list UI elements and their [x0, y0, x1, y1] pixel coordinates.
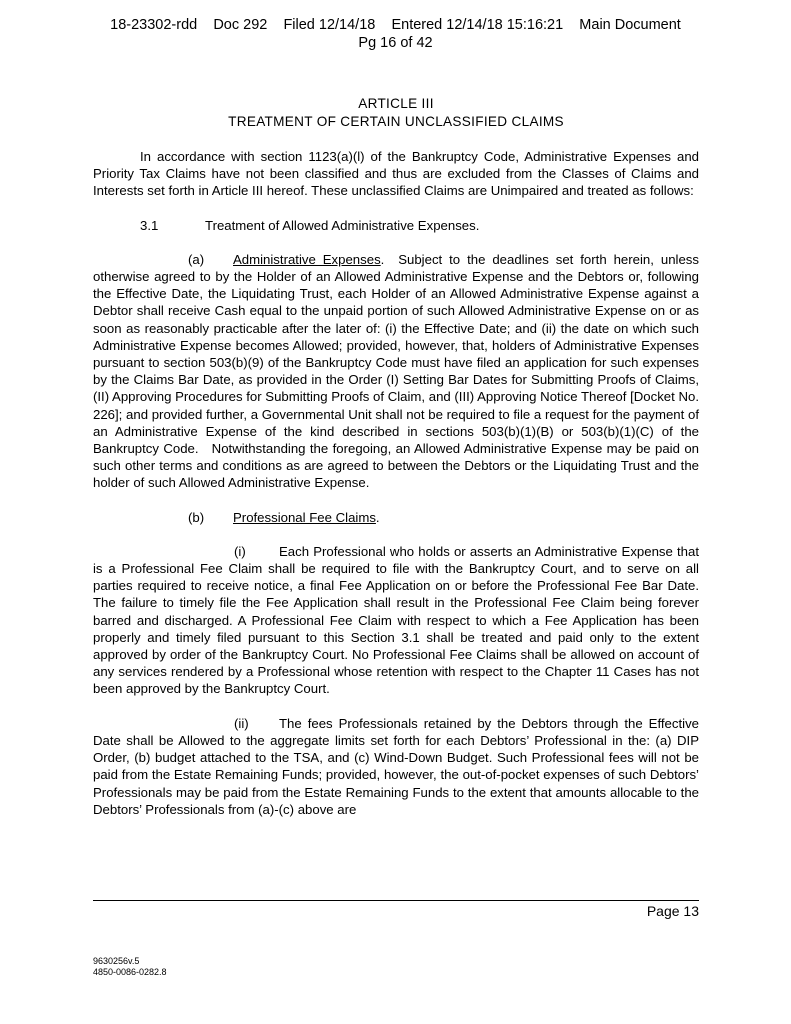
doc-id-2: 4850-0086-0282.8 [93, 967, 167, 977]
subsection-b-punct: . [375, 509, 380, 525]
subsection-b-heading [93, 509, 699, 526]
article-number: ARTICLE III [358, 96, 434, 111]
paragraph-ii [93, 715, 699, 818]
intro-paragraph: In accordance with section 1123(a)(l) of the Bankruptcy Code, Administrative Expenses and Priority Tax Claims have not been classified and thus are excluded from the Classes of Claims and Interests set forth in Article III hereof. These unclassified Claims are Unimpaired and treated as follows: [93, 149, 699, 199]
paragraph-a-text: Subject to the deadlines set forth herein, unless otherwise agreed to by the Holder of an Allowed Administrative Expense and the Debtors or, following the Effective Date, the Liquidating Trust, each Holder of an Allowed Administrative Expense against a Debtor shall receive Cash equal to the unpaid portion of such Allowed Administrative Expense on or as soon as reasonably practicable after the later of: (i) the Effective Date; and (ii) the date on which such Administrative Expense becomes Allowed; provided, however, that, holders of Administrative Expenses pursuant to section 503(b)(9) of the Bankruptcy Code must have filed an application for such expenses by the Claims Bar Date, as provided in the Order (I) Setting Bar Dates for Submitting Proofs of Claims, (II) Approving Procedures for Submitting Proofs of Claim, and (III) Approving Notice Thereof [Docket No. 226]; and provided further, a Governmental Unit shall not be required to file a request for the payment of an Administrative Expense of the kind described in sections 503(b)(1)(B) or 503(b)(1)(C) of the Bankruptcy Code. Notwithstanding the foregoing, an Allowed Administrative Expense may be paid on such other terms and conditions as are agreed to between the Debtors or the Liquidating Trust and the holder of such Allowed Administrative Expense. [93, 251, 703, 491]
paragraph-i-label: (i) [234, 543, 246, 559]
paragraph-i [93, 543, 699, 698]
paragraph-ii-label: (ii) [234, 715, 249, 731]
filing-info-line: 18-23302-rdd Doc 292 Filed 12/14/18 Entered 12/14/18 15:16:21 Main Document [110, 17, 681, 33]
doc-id-1: 9630256v.5 [93, 956, 140, 966]
paragraph-a [93, 251, 703, 492]
filing-page-count: Pg 16 of 42 [358, 35, 433, 51]
paragraph-a-label: (a) [188, 251, 205, 267]
paragraph-ii-text: The fees Professionals retained by the Debtors through the Effective Date shall be Allowed to the aggregate limits set forth for each Debtors’ Professional in the: (a) DIP Order, (b) budget attached to the TSA, and (c) Wind-Down Budget. Such Professional fees will not be paid from the Estate Remaining Funds; provided, however, the out-of-pocket expenses of such Debtors’ Professionals may be paid from the Estate Remaining Funds to the extent that amounts allocable to the Debtors’ Professionals from (a)-(c) above are [93, 715, 699, 817]
paragraph-a-heading: Administrative Expenses [233, 251, 381, 267]
footer-divider [93, 900, 699, 901]
subsection-b-label: (b) [188, 509, 205, 525]
document-ids [93, 956, 167, 978]
page-number: Page 13 [646, 903, 699, 919]
document-body [93, 95, 703, 818]
court-filing-header [0, 16, 791, 52]
section-title: Treatment of Allowed Administrative Expenses. [205, 217, 480, 233]
subsection-b-title: Professional Fee Claims [233, 509, 376, 525]
paragraph-a-heading-punct: . [380, 251, 385, 267]
paragraph-i-text: Each Professional who holds or asserts an Administrative Expense that is a Professional Fee Claim shall be required to file with the Bankruptcy Court, and to serve on all parties required to receive notice, a final Fee Application on or before the Professional Fee Bar Date. The failure to timely file the Fee Application shall result in the Professional Fee Claim being forever barred and discharged. A Professional Fee Claim with respect to which a Fee Application has been properly and timely filed pursuant to this Section 3.1 shall be treated and paid only to the extent approved by order of the Bankruptcy Court. No Professional Fee Claims shall be allowed on account of any services rendered by a Professional whose retention with respect to the Chapter 11 Cases has not been approved by the Bankruptcy Court. [93, 543, 699, 697]
article-title: TREATMENT OF CERTAIN UNCLASSIFIED CLAIMS [228, 114, 564, 129]
section-number: 3.1 [140, 217, 159, 233]
section-heading [93, 217, 699, 234]
